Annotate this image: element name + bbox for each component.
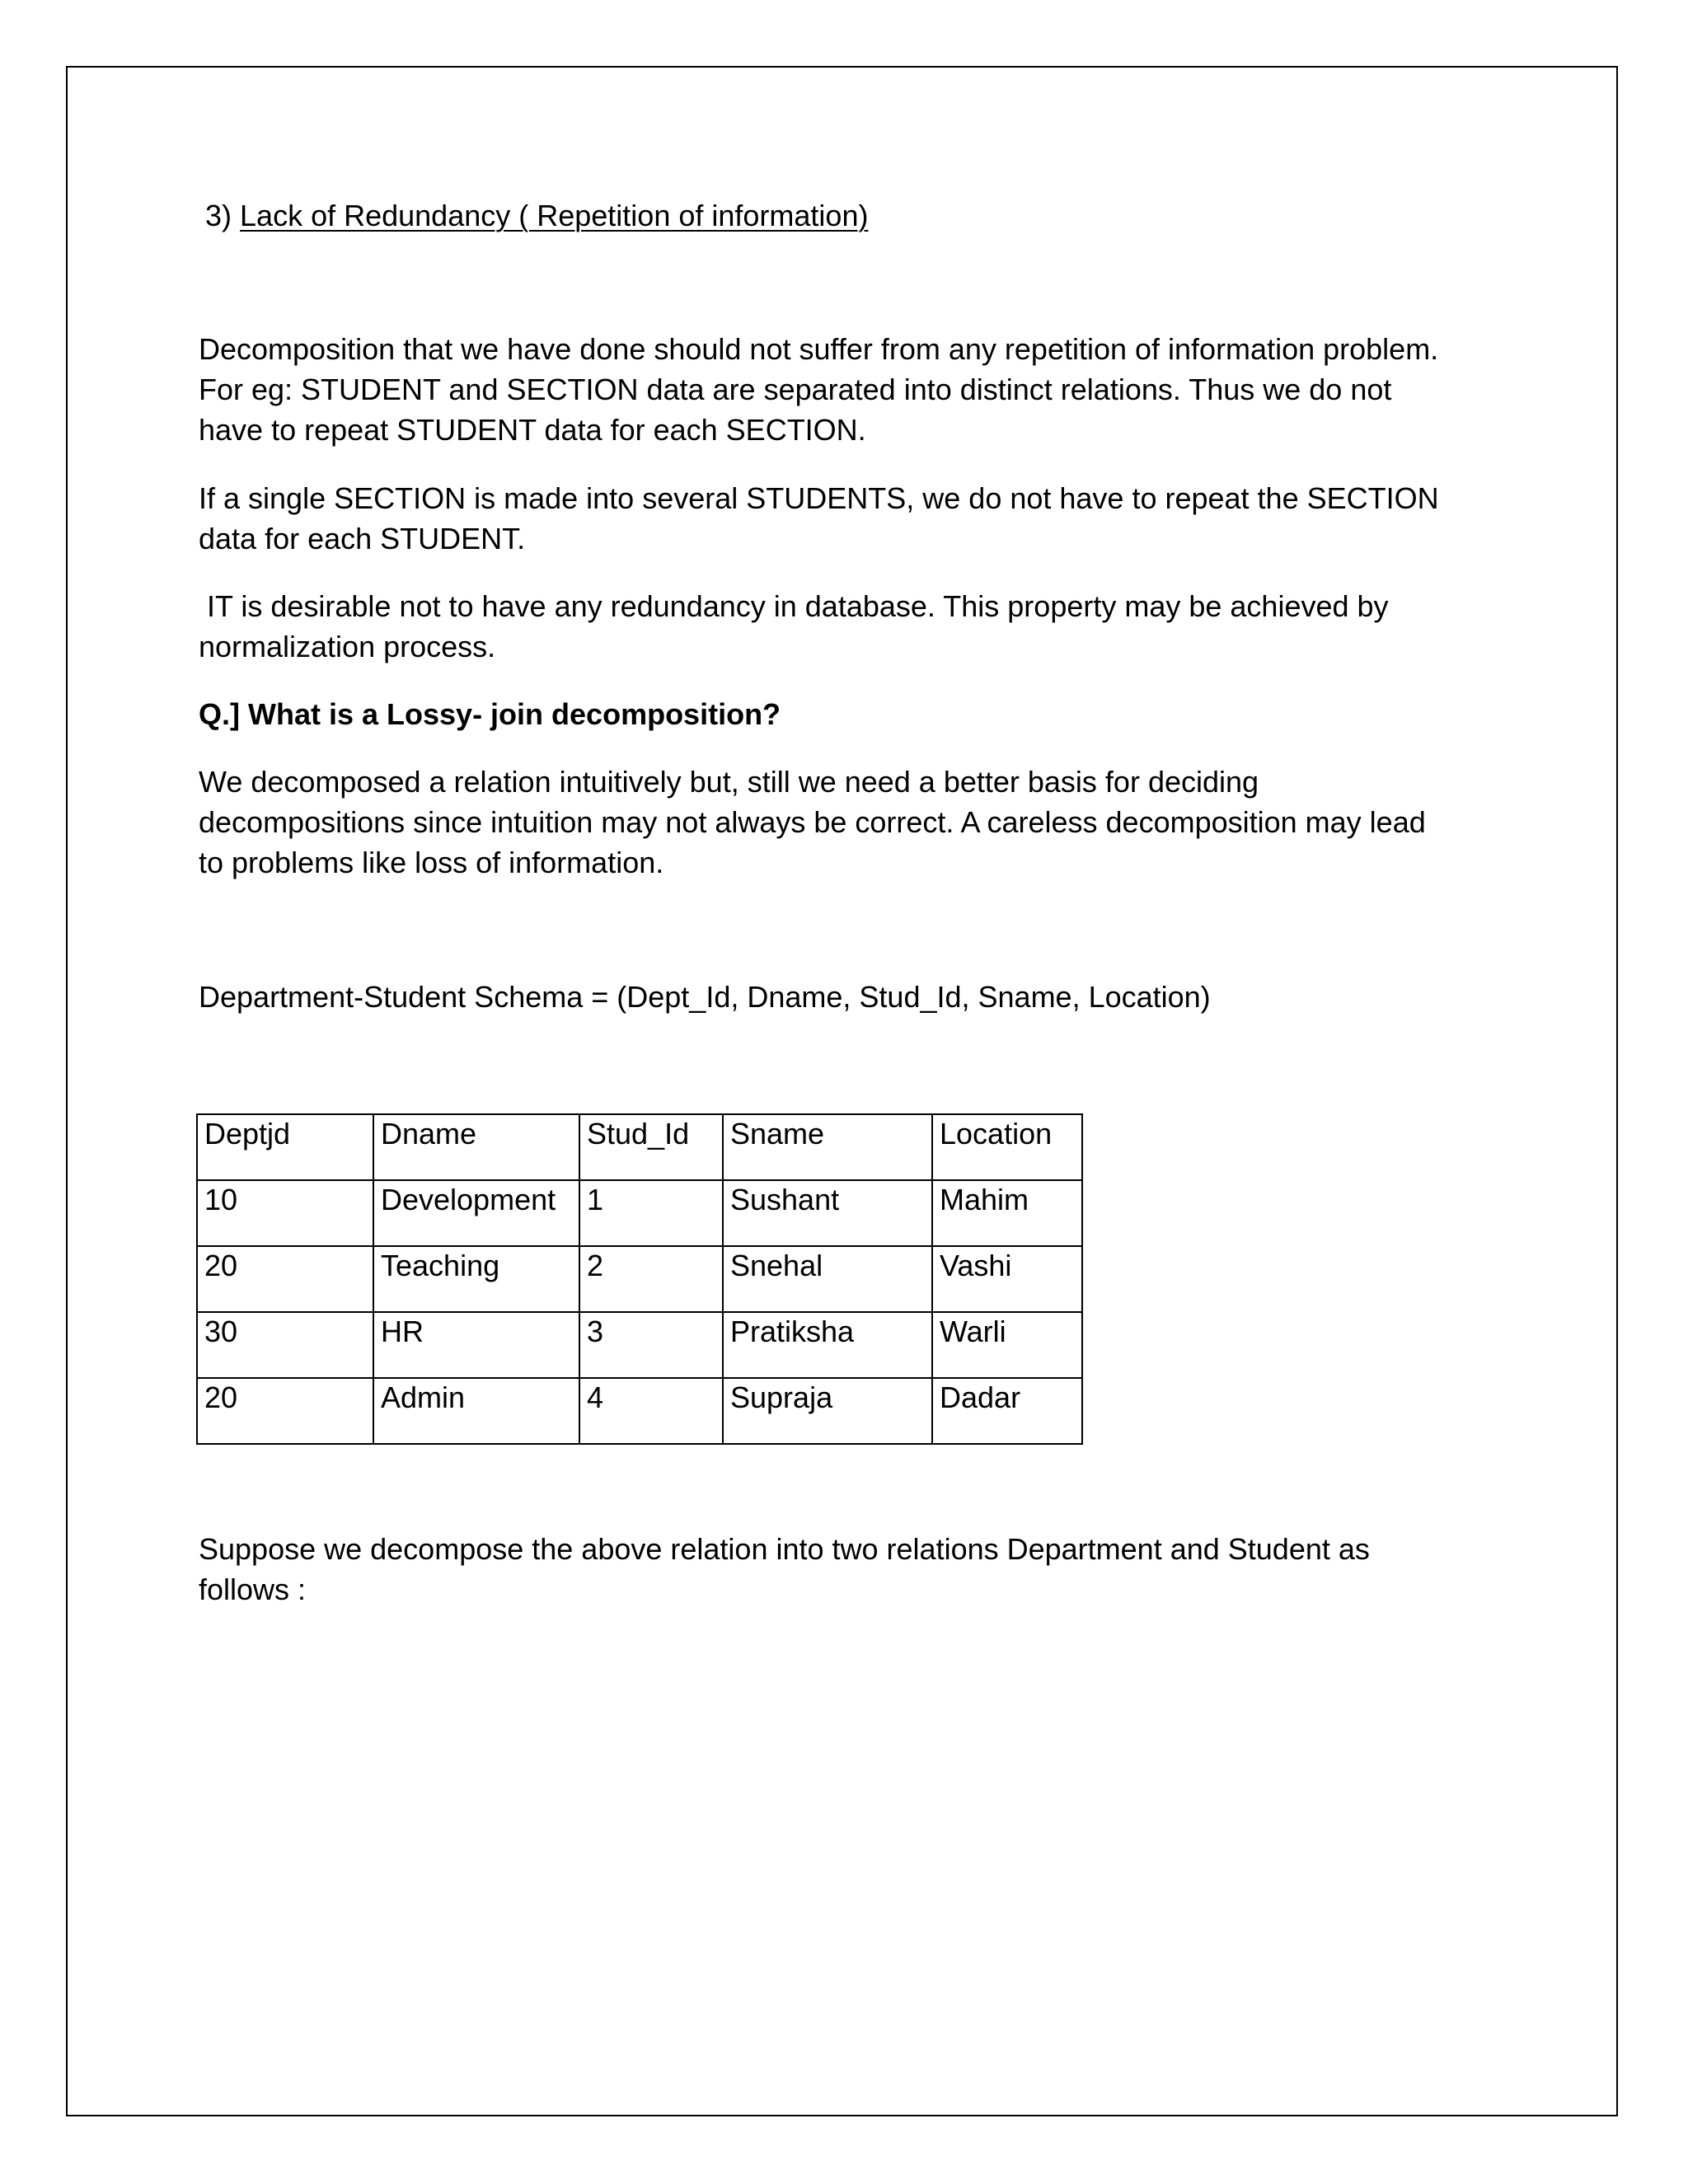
section-title: Lack of Redundancy ( Repetition of information) — [240, 199, 869, 232]
table-header-cell: Dname — [373, 1114, 579, 1180]
table-cell: 20 — [197, 1378, 373, 1444]
paragraph-line: If a single SECTION is made into several STUDENTS, we do not have to repeat the SECTION — [199, 481, 1439, 515]
question-heading: Q.] What is a Lossy- join decomposition? — [199, 697, 781, 731]
table-cell: Dadar — [932, 1378, 1082, 1444]
paragraph-line: have to repeat STUDENT data for each SECTION. — [199, 413, 866, 447]
table-header-cell: Sname — [723, 1114, 932, 1180]
paragraph-line: We decomposed a relation intuitively but, still we need a better basis for deciding — [199, 765, 1259, 799]
table-header-cell: Location — [932, 1114, 1082, 1180]
table-cell: 30 — [197, 1312, 373, 1378]
table-row — [197, 1378, 1082, 1444]
table-header-cell: Deptjd — [197, 1114, 373, 1180]
table-cell: Development — [373, 1180, 579, 1246]
table-cell: 20 — [197, 1246, 373, 1312]
table-row — [197, 1312, 1082, 1378]
table-row — [197, 1246, 1082, 1312]
table-cell: Snehal — [723, 1246, 932, 1312]
table-cell: 10 — [197, 1180, 373, 1246]
table-cell: Vashi — [932, 1246, 1082, 1312]
section-number: 3) — [205, 199, 232, 232]
table-cell: 3 — [579, 1312, 723, 1378]
paragraph-line: Suppose we decompose the above relation into two relations Department and Student as — [199, 1532, 1370, 1566]
table-cell: Teaching — [373, 1246, 579, 1312]
paragraph-line: normalization process. — [199, 630, 496, 663]
table-cell: 1 — [579, 1180, 723, 1246]
table-header-row — [197, 1114, 1082, 1180]
table-cell: Mahim — [932, 1180, 1082, 1246]
table-row — [197, 1180, 1082, 1246]
table-cell: Sushant — [723, 1180, 932, 1246]
paragraph-line: to problems like loss of information. — [199, 846, 664, 879]
table-cell: Supraja — [723, 1378, 932, 1444]
paragraph-line: follows : — [199, 1572, 307, 1606]
department-student-table — [196, 1113, 1083, 1445]
paragraph-line: data for each STUDENT. — [199, 522, 526, 555]
paragraph-line: IT is desirable not to have any redundancy in database. This property may be achieved by — [199, 589, 1389, 623]
table-cell: Admin — [373, 1378, 579, 1444]
paragraph-line: Decomposition that we have done should not suffer from any repetition of information problem. — [199, 332, 1439, 366]
table-cell: Warli — [932, 1312, 1082, 1378]
table-cell: 2 — [579, 1246, 723, 1312]
table-cell: HR — [373, 1312, 579, 1378]
paragraph-line: For eg: STUDENT and SECTION data are separated into distinct relations. Thus we do not — [199, 373, 1392, 406]
table-cell: Pratiksha — [723, 1312, 932, 1378]
schema-line: Department-Student Schema = (Dept_Id, Dname, Stud_Id, Sname, Location) — [199, 980, 1211, 1014]
table-cell: 4 — [579, 1378, 723, 1444]
table-header-cell: Stud_Id — [579, 1114, 723, 1180]
section-heading — [205, 195, 1507, 236]
paragraph-line: decompositions since intuition may not always be correct. A careless decomposition may lead — [199, 805, 1426, 839]
